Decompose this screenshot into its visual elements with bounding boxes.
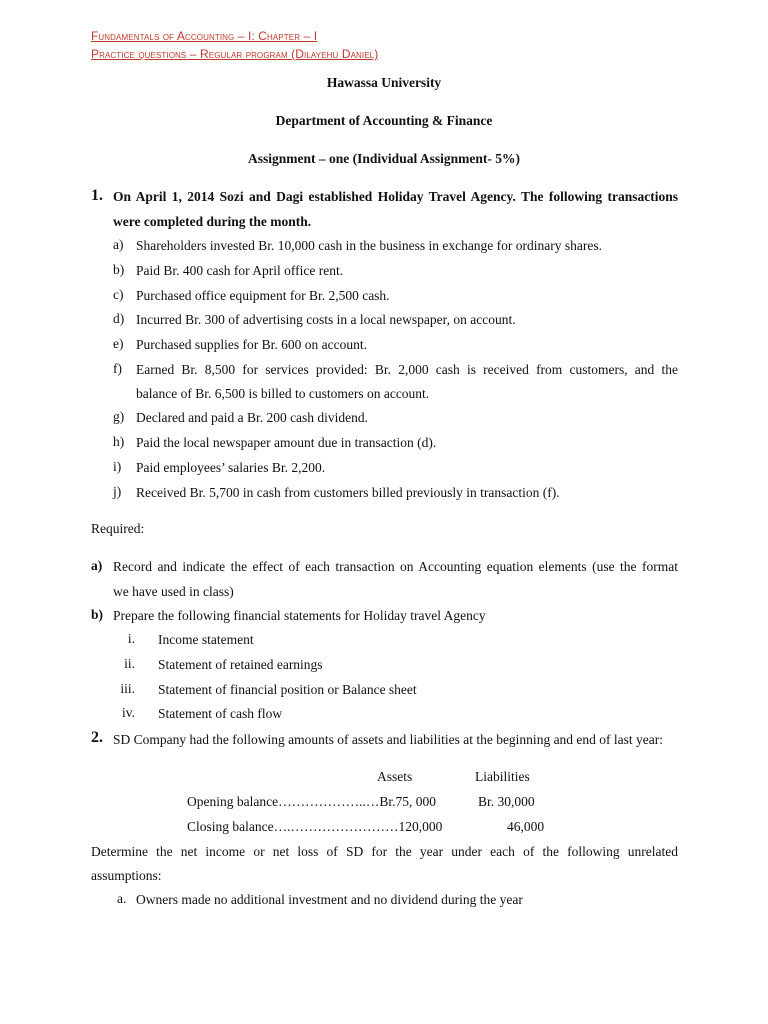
question-1-line2: were completed during the month. (113, 214, 312, 229)
transaction-e: Purchased supplies for Br. 600 on account. (136, 337, 367, 352)
transaction-f: Earned Br. 8,500 for services provided: Br. 2,000 cash is received from customers, and the (136, 362, 678, 377)
assumption-a-mark: a. (117, 891, 127, 906)
opening-balance-assets: Opening balance………………..…Br.75, 000 (187, 794, 436, 809)
statement-3: Statement of financial position or Balance sheet (158, 682, 417, 697)
transaction-g: Declared and paid a Br. 200 cash dividend. (136, 410, 369, 425)
header-chapter-line: Fundamentals of Accounting – I: Chapter – I (91, 29, 318, 43)
liabilities-column-header: Liabilities (475, 769, 530, 784)
statement-2: Statement of retained earnings (158, 657, 323, 672)
header-practice-line: Practice questions – Regular program (Dilayehu Daniel) (91, 47, 379, 61)
statement-3-num: iii. (120, 681, 135, 696)
transaction-a: Shareholders invested Br. 10,000 cash in the business in exchange for ordinary shares. (136, 238, 603, 253)
closing-balance-assets: Closing balance….……………………120,000 (187, 819, 443, 834)
required-b-text: Prepare the following financial statements for Holiday travel Agency (113, 608, 486, 623)
transaction-d-mark: d) (113, 311, 125, 326)
statement-4: Statement of cash flow (158, 706, 283, 721)
transaction-h: Paid the local newspaper amount due in transaction (d). (136, 435, 437, 450)
transaction-g-mark: g) (113, 409, 125, 424)
required-a-line1: Record and indicate the effect of each transaction on Accounting equation elements (use the format (113, 559, 678, 574)
transaction-j: Received Br. 5,700 in cash from customers billed previously in transaction (f). (136, 485, 560, 500)
required-b-mark: b) (91, 607, 104, 622)
statement-2-num: ii. (124, 656, 135, 671)
determine-line1: Determine the net income or net loss of SD for the year under each of the following unrelated (91, 844, 678, 859)
question-2-number: 2. (91, 729, 103, 746)
required-a-mark: a) (91, 558, 103, 573)
opening-balance-liabilities: Br. 30,000 (478, 794, 535, 809)
determine-line2: assumptions: (91, 868, 162, 883)
transaction-e-mark: e) (113, 336, 124, 351)
transaction-b: Paid Br. 400 cash for April office rent. (136, 263, 344, 278)
required-a-line2: we have used in class) (113, 584, 234, 599)
statement-1: Income statement (158, 632, 254, 647)
transaction-d: Incurred Br. 300 of advertising costs in a local newspaper, on account. (136, 312, 516, 327)
transaction-f-continued: balance of Br. 6,500 is billed to customers on account. (136, 386, 430, 401)
question-2-intro: SD Company had the following amounts of assets and liabilities at the beginning and end of last year: (113, 732, 664, 747)
transaction-i-mark: i) (113, 459, 122, 474)
transaction-f-mark: f) (113, 361, 122, 376)
transaction-h-mark: h) (113, 434, 125, 449)
transaction-a-mark: a) (113, 237, 124, 252)
assets-column-header: Assets (377, 769, 413, 784)
department-title: Department of Accounting & Finance (275, 113, 493, 128)
question-1-number: 1. (91, 187, 103, 204)
statement-4-num: iv. (122, 705, 135, 720)
university-title: Hawassa University (326, 75, 442, 90)
transaction-i: Paid employees’ salaries Br. 2,200. (136, 460, 326, 475)
transaction-c-mark: c) (113, 287, 124, 302)
statement-1-num: i. (127, 631, 135, 646)
transaction-c: Purchased office equipment for Br. 2,500 cash. (136, 288, 390, 303)
transaction-b-mark: b) (113, 262, 125, 277)
question-1-line1: On April 1, 2014 Sozi and Dagi established Holiday Travel Agency. The following transactions (113, 189, 678, 204)
transaction-j-mark: j) (113, 484, 122, 499)
assumption-a: Owners made no additional investment and no dividend during the year (136, 892, 523, 907)
closing-balance-liabilities: 46,000 (507, 819, 545, 834)
assignment-title: Assignment – one (Individual Assignment- 5%) (248, 151, 520, 166)
required-label: Required: (91, 521, 145, 536)
